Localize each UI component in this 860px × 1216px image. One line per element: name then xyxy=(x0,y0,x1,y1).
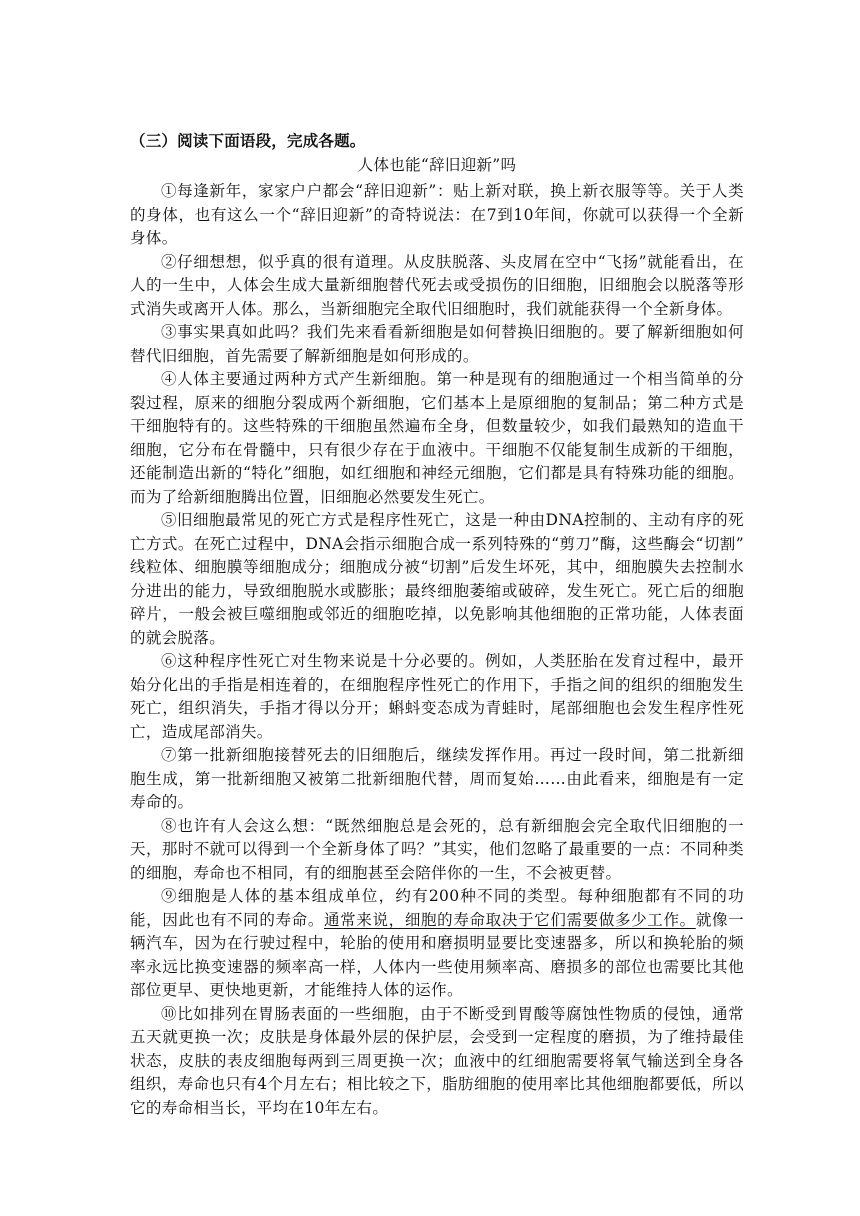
paragraph-2: ②仔细想想，似乎真的很有道理。从皮肤脱落、头皮屑在空中“飞扬”就能看出，在人的一生中，人体会生成大量新细胞替代死去或受损伤的旧细胞，旧细胞会以脱落等形式消失或离开人体。那么，当新细胞完全取代旧细胞时，我们就能获得一个全新身体。 xyxy=(130,252,744,318)
paragraph-9-rest: 就像一辆汽车，因为在行驶过程中，轮胎的使用和磨损明显要比变速器多，所以和换轮胎的频率永远比换变速器的频率高一样，人体内一些使用频率高、磨损多的部位也需要比其他部位更早、更快地更新，才能维持人体的运作。 xyxy=(130,910,744,999)
paragraph-4: ④人体主要通过两种方式产生新细胞。第一种是现有的细胞通过一个相当简单的分裂过程，原来的细胞分裂成两个新细胞，它们基本上是原细胞的复制品；第二种方式是干细胞特有的。这些特殊的干细胞虽然遍布全身，但数量较少，如我们最熟知的造血干细胞，它分布在骨髓中，只有很少存在于血液中。干细胞不仅能复制生成新的干细胞，还能制造出新的“特化”细胞，如红细胞和神经元细胞，它们都是具有特殊功能的细胞。而为了给新细胞腾出位置，旧细胞必然要发生死亡。 xyxy=(130,370,744,506)
paragraph-10: ⑩比如排列在胃肠表面的一些细胞，由于不断受到胃酸等腐蚀性物质的侵蚀，通常五天就更换一次；皮肤是身体最外层的保护层，会受到一定程度的磨损，为了维持最佳状态，皮肤的表皮细胞每两到三周更换一次；血液中的红细胞需要将氧气输送到全身各组织，寿命也只有4个月左右；相比较之下，脂肪细胞的使用率比其他细胞都要低，所以它的寿命相当长，平均在10年左右。 xyxy=(130,1004,744,1117)
paragraph-3: ③事实果真如此吗？我们先来看看新细胞是如何替换旧细胞的。要了解新细胞如何替代旧细胞，首先需要了解新细胞是如何形成的。 xyxy=(130,323,744,365)
paragraph-9-lead: ⑨细胞是人体的基本组成单位，约有200种不同的类型。每种细胞都有不同的功能，因此也有不同的寿命。 xyxy=(130,887,744,929)
paragraph-8: ⑧也许有人会这么想：“既然细胞总是会死的，总有新细胞会完全取代旧细胞的一天，那时不就可以得到一个全新身体了吗？”其实，他们忽略了最重要的一点：不同种类的细胞，寿命也不相同，有的细胞甚至会陪伴你的一生，不会被更替。 xyxy=(130,816,744,882)
section-heading: （三）阅读下面语段，完成各题。 xyxy=(130,132,366,150)
document-page xyxy=(130,130,744,1120)
paragraph-1: ①每逢新年，家家户户都会“辞旧迎新”：贴上新对联，换上新衣服等等。关于人类的身体，也有这么一个“辞旧迎新”的奇特说法：在7到10年间，你就可以获得一个全新身体。 xyxy=(130,182,744,247)
paragraph-6: ⑥这种程序性死亡对生物来说是十分必要的。例如，人类胚胎在发育过程中，最开始分化出的手指是相连着的，在细胞程序性死亡的作用下，手指之间的组织的细胞发生死亡，组织消失，手指才得以分开；蝌蚪变态成为青蛙时，尾部细胞也会发生程序性死亡，造成尾部消失。 xyxy=(130,652,744,741)
paragraph-9 xyxy=(130,885,744,1003)
article-title: 人体也能“辞旧迎新”吗 xyxy=(357,156,517,174)
paragraph-7: ⑦第一批新细胞接替死去的旧细胞后，继续发挥作用。再过一段时间，第二批新细胞生成，第一批新细胞又被第二批新细胞代替，周而复始……由此看来，细胞是有一定寿命的。 xyxy=(130,746,744,811)
underlined-sentence: 通常来说，细胞的寿命取决于它们需要做多少工作。 xyxy=(324,910,696,929)
paragraph-5: ⑤旧细胞最常见的死亡方式是程序性死亡，这是一种由DNA控制的、主动有序的死亡方式。在死亡过程中，DNA会指示细胞合成一系列特殊的“剪刀”酶，这些酶会“切割” 线粒体、细胞膜等细胞成分；细胞成分被“切割”后发生坏死，其中，细胞膜失去控制水分进出的能力，导致细胞脱水或膨胀；最终细胞萎缩或破碎，发生死亡。死亡后的细胞碎片，一般会被巨噬细胞或邻近的细胞吃掉，以免影响其他细胞的正常功能，人体表面的就会脱落。 xyxy=(130,511,744,647)
